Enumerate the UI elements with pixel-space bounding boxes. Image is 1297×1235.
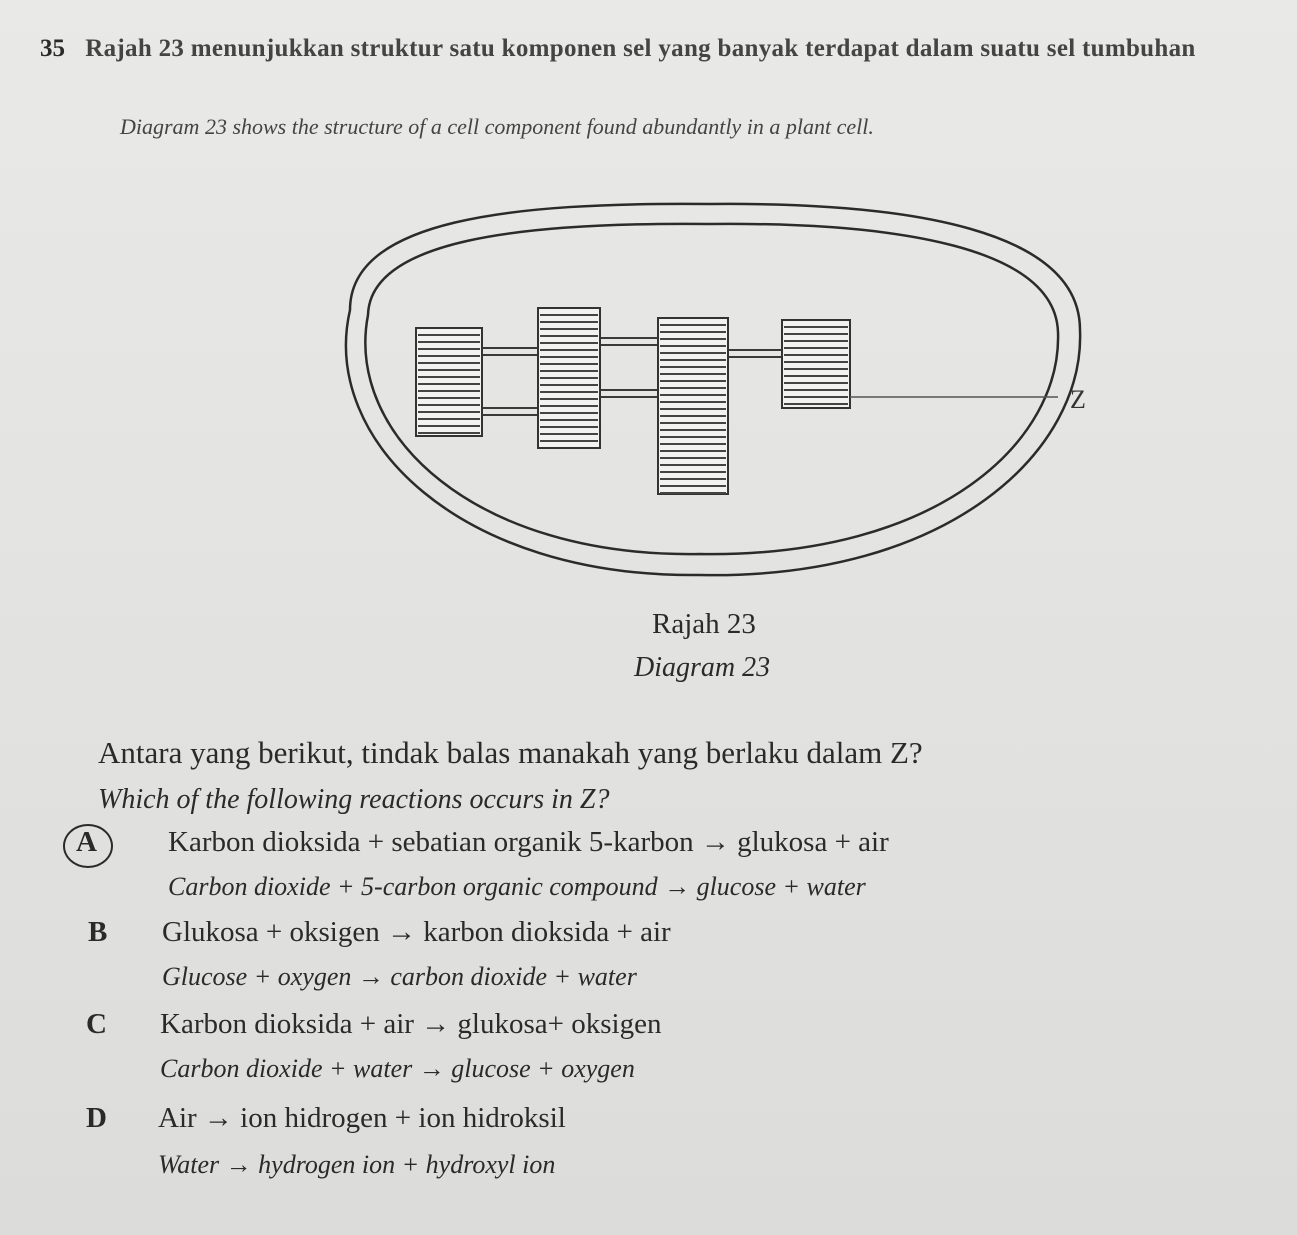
prompt-english: Which of the following reactions occurs in Z? [98,784,610,815]
chloroplast-diagram [310,190,1110,600]
granum-3 [658,318,728,494]
lamellae [482,338,782,415]
diagram-caption-english: Diagram 23 [634,652,771,683]
option-d-letter[interactable]: D [86,1102,107,1134]
option-d-malay[interactable]: Air → ion hidrogen + ion hidroksil [158,1102,566,1134]
option-b-letter[interactable]: B [88,916,108,948]
question-text-malay: Rajah 23 menunjukkan struktur satu komponen sel yang banyak terdapat dalam suatu sel tumbuhan [85,35,1196,62]
question-text-english: Diagram 23 shows the structure of a cell component found abundantly in a plant cell. [120,114,874,139]
option-d-english: Water → hydrogen ion + hydroxyl ion [158,1150,556,1179]
option-a-english: Carbon dioxide + 5-carbon organic compound → glucose + water [168,872,866,901]
diagram-caption-malay: Rajah 23 [652,608,756,640]
option-c-english: Carbon dioxide + water → glucose + oxygen [160,1054,635,1083]
option-a-letter[interactable]: A [76,826,97,858]
prompt-malay-text: Antara yang berikut, tindak balas manakah yang berlaku dalam Z? [98,735,923,770]
option-c-malay[interactable]: Karbon dioksida + air → glukosa+ oksigen [160,1008,662,1040]
option-a-malay[interactable]: Karbon dioksida + sebatian organik 5-karbon → glukosa + air [168,826,889,858]
z-label: Z [1070,385,1086,414]
question-header [40,28,1280,70]
option-b-malay[interactable]: Glukosa + oksigen → karbon dioksida + air [162,916,671,948]
option-b-english: Glucose + oxygen → carbon dioxide + water [162,962,637,991]
prompt-malay [98,735,923,771]
option-c-letter[interactable]: C [86,1008,107,1040]
question-number: 35 [40,35,65,62]
